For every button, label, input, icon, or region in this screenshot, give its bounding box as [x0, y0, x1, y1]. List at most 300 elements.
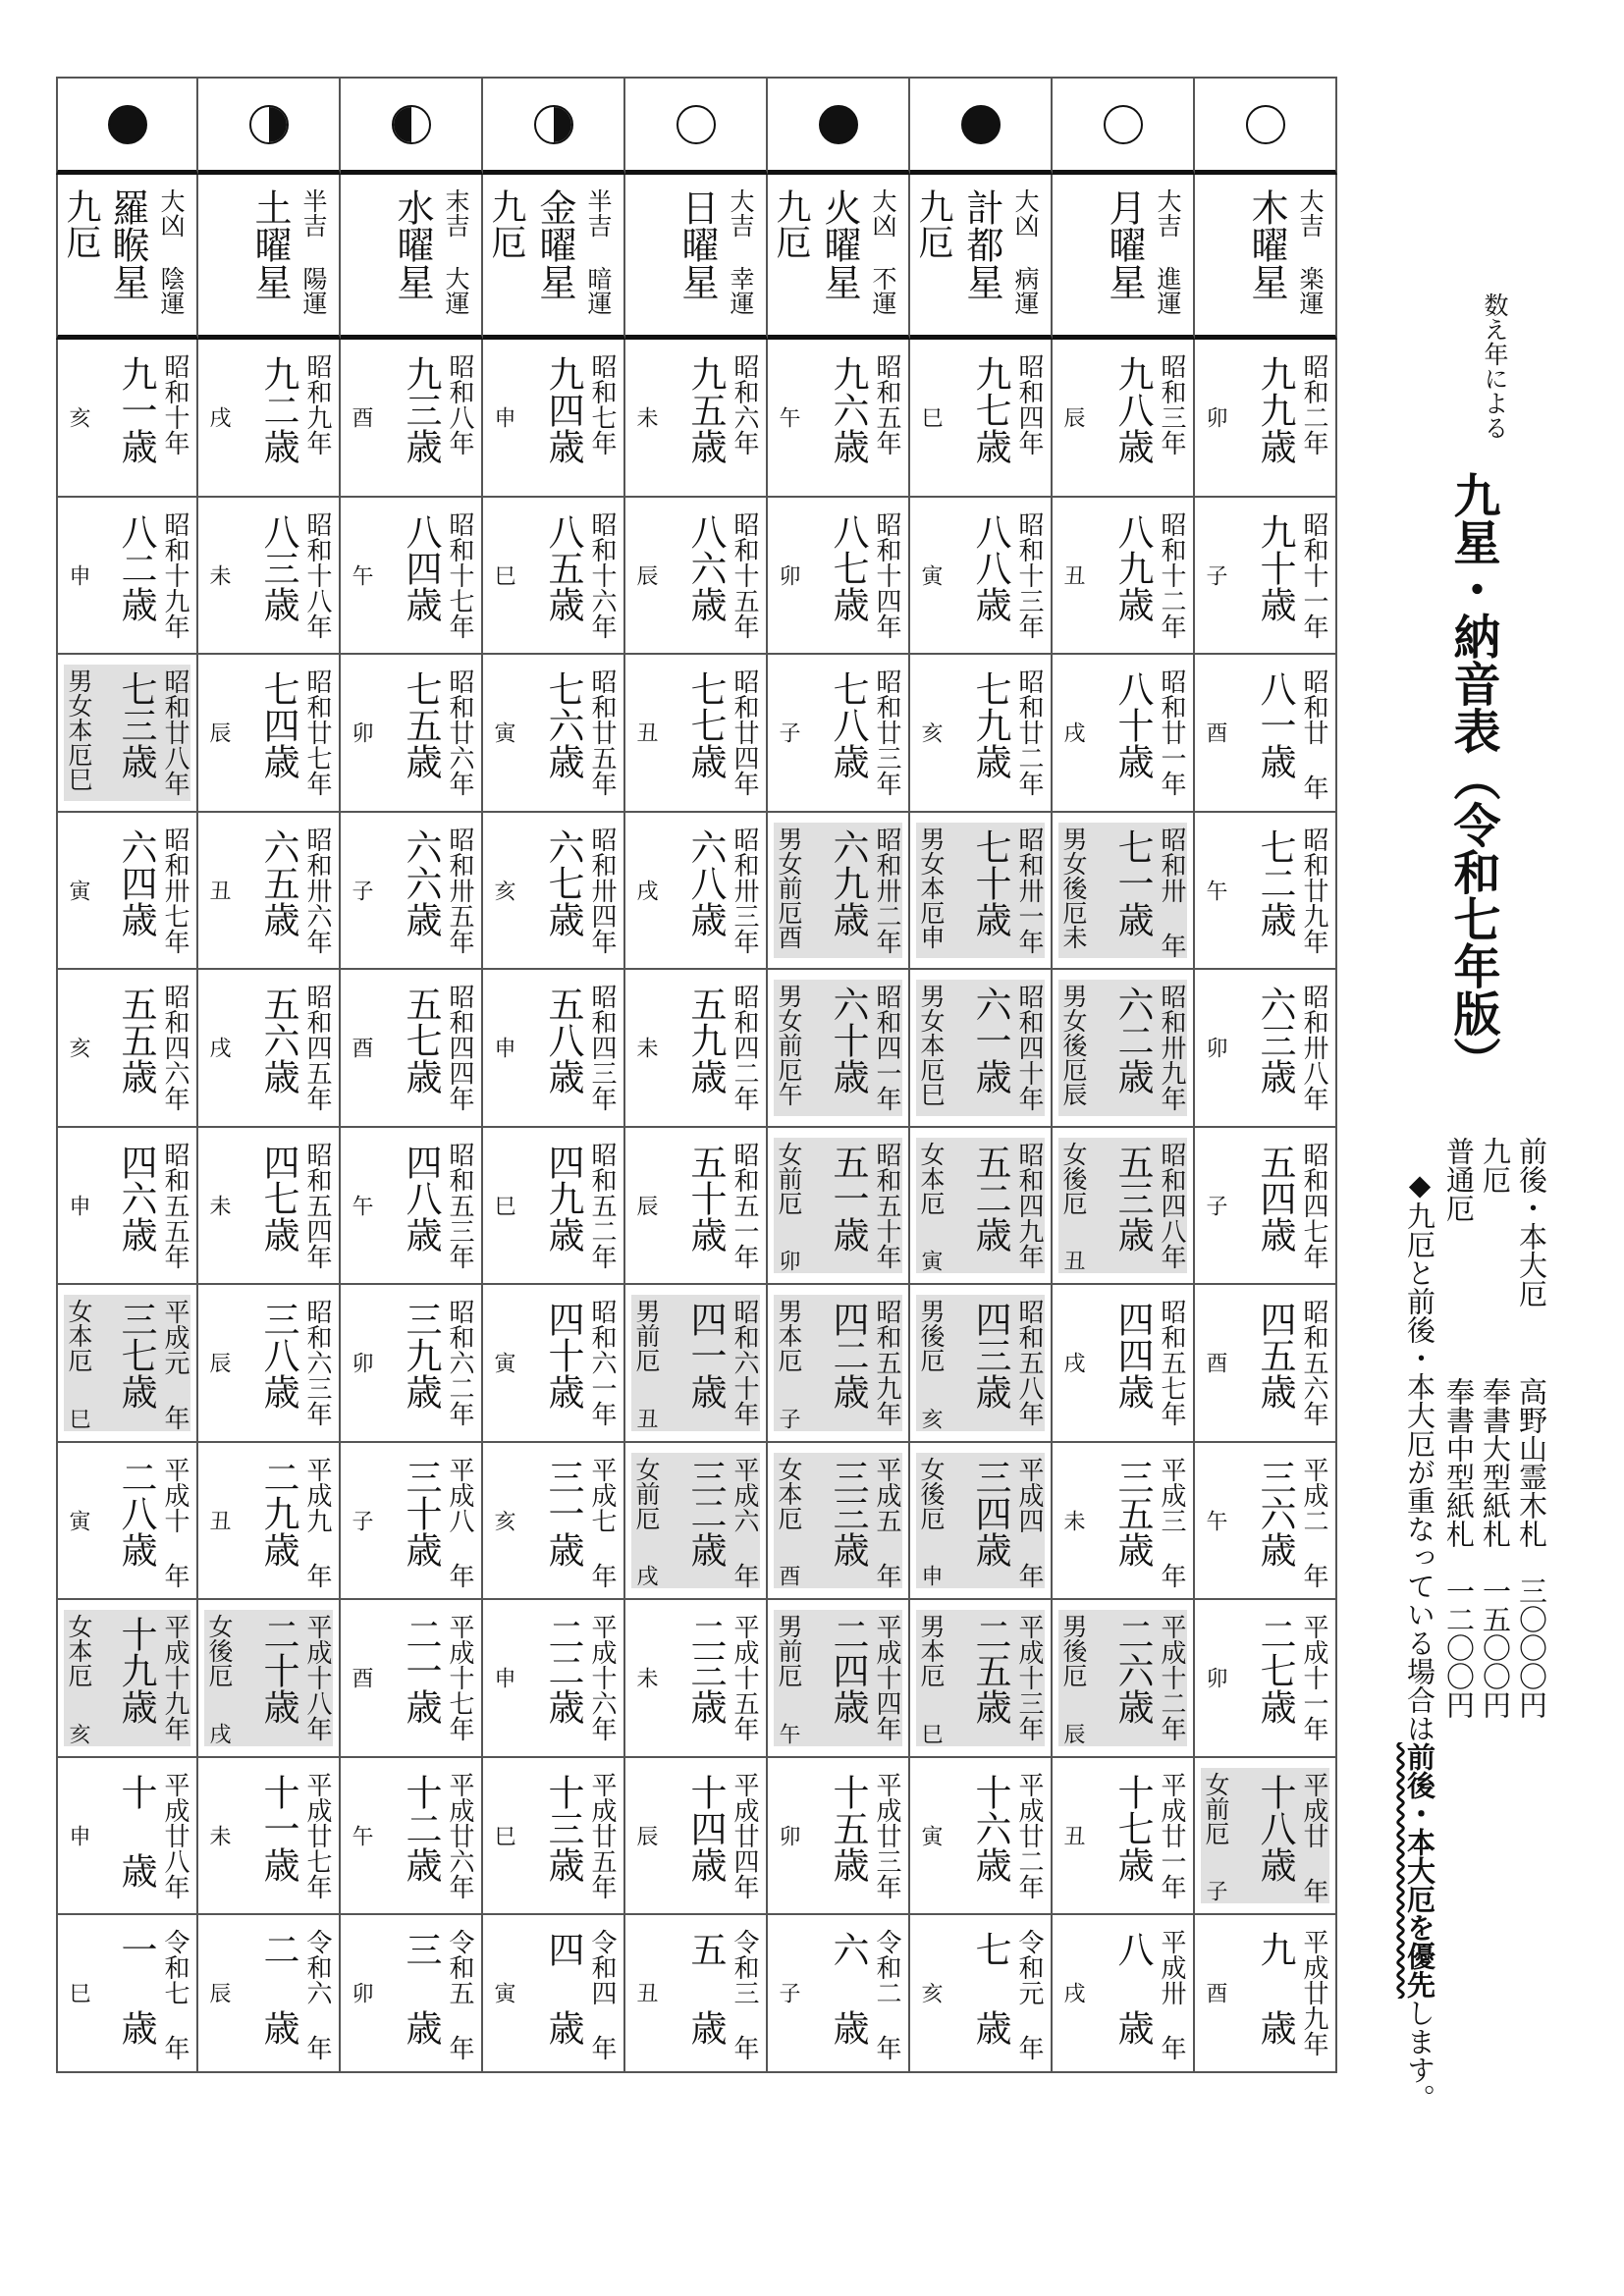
zodiac-sign: 丑	[1060, 1824, 1085, 1846]
zodiac-sign: 寅	[918, 1250, 943, 1271]
era-year: 昭和廿五年	[587, 668, 617, 796]
age-value: 一 歳	[115, 1931, 157, 2046]
moon-phase-cell	[1195, 77, 1337, 175]
age-value: 十五歳	[827, 1773, 869, 1883]
moon-phase-icon	[961, 105, 1001, 144]
yaku-label: 女前厄	[1202, 1771, 1230, 1845]
era-year: 昭和十二年	[1157, 510, 1186, 639]
era-year: 昭和四六年	[160, 984, 189, 1111]
zodiac-sign: 寅	[491, 1352, 515, 1373]
zodiac-sign: 亥	[918, 1982, 943, 2003]
age-value: 六二歳	[1111, 986, 1154, 1095]
age-value: 二二歳	[542, 1616, 584, 1725]
zodiac-sign: 辰	[1060, 406, 1085, 428]
zodiac-sign: 巳	[491, 563, 515, 586]
zodiac-sign: 戌	[206, 1037, 231, 1058]
age-cell	[483, 1600, 625, 1758]
yaku-label: 男後厄	[1059, 1614, 1088, 1687]
age-cell	[341, 1443, 483, 1601]
zodiac-sign: 申	[491, 1037, 515, 1058]
era-year: 平成廿三年	[872, 1771, 901, 1899]
page-title: 九星・納音表（令和七年版）	[1445, 471, 1500, 1084]
age-cell	[483, 1285, 625, 1443]
zodiac-sign: 午	[349, 1194, 373, 1216]
yaku-label: 女本厄	[65, 1614, 93, 1687]
age-cell	[910, 340, 1053, 498]
age-value: 五四歳	[1254, 1143, 1296, 1253]
era-year: 令和二 年	[872, 1929, 901, 2060]
age-value: 八二歳	[115, 512, 157, 622]
age-value: 四一歳	[684, 1301, 727, 1410]
age-cell	[625, 340, 768, 498]
age-cell	[910, 498, 1053, 656]
age-value: 四十歳	[542, 1301, 584, 1410]
era-year: 平成廿二年	[1014, 1771, 1044, 1899]
age-cell	[1195, 1443, 1337, 1601]
star-fortune: 末吉 大運	[442, 188, 470, 315]
era-year: 昭和六十年	[730, 1299, 759, 1426]
zodiac-sign: 辰	[206, 721, 231, 743]
age-value: 三九歳	[400, 1301, 442, 1410]
zodiac-sign: 巳	[918, 1722, 943, 1744]
age-cell	[483, 970, 625, 1128]
age-cell	[56, 970, 198, 1128]
era-year: 昭和十年	[160, 353, 189, 455]
age-cell	[483, 1915, 625, 2073]
star-header-cell	[56, 175, 198, 340]
age-cell	[1195, 1600, 1337, 1758]
age-value: 三一歳	[542, 1458, 584, 1568]
star-fortune: 大吉 進運	[1154, 188, 1182, 315]
age-value: 四九歳	[542, 1143, 584, 1253]
zodiac-sign: 申	[491, 1667, 515, 1688]
zodiac-sign: 子	[349, 1509, 373, 1531]
age-cell	[56, 1600, 198, 1758]
age-value: 九六歳	[827, 355, 869, 464]
era-year: 昭和十八年	[302, 510, 332, 639]
age-value: 五七歳	[400, 986, 442, 1095]
star-name: 土曜星	[248, 188, 292, 300]
age-value: 二六歳	[1111, 1616, 1154, 1725]
star-fortune: 半吉 陽運	[299, 188, 328, 315]
age-value: 二四歳	[827, 1616, 869, 1725]
age-cell	[910, 1915, 1053, 2073]
age-value: 八一歳	[1254, 670, 1296, 779]
age-value: 七十歳	[969, 828, 1011, 937]
age-cell	[198, 1600, 341, 1758]
age-value: 六 歳	[827, 1931, 869, 2046]
age-value: 三 歳	[400, 1931, 442, 2046]
era-year: 平成十九年	[160, 1614, 189, 1741]
age-value: 八五歳	[542, 512, 584, 622]
zodiac-sign: 寅	[918, 1824, 943, 1846]
zodiac-sign: 寅	[66, 879, 90, 901]
age-cell	[1195, 1758, 1337, 1916]
zodiac-sign: 未	[633, 406, 658, 428]
zodiac-sign: 丑	[1060, 563, 1085, 586]
era-year: 平成十六年	[587, 1614, 617, 1741]
yaku-label: 男女本厄巳	[65, 668, 93, 791]
age-value: 三三歳	[827, 1458, 869, 1568]
era-year: 昭和四一年	[872, 984, 901, 1111]
note-pre: ◆九厄と前後・本大厄が重なっている場合は	[1403, 1168, 1436, 1742]
zodiac-sign: 戌	[1060, 721, 1085, 743]
era-year: 平成三 年	[1157, 1456, 1186, 1588]
zodiac-sign: 亥	[66, 1037, 90, 1058]
yaku-label: 男前厄	[632, 1299, 661, 1372]
age-value: 七八歳	[827, 670, 869, 779]
age-cell	[1053, 1285, 1195, 1443]
era-year: 昭和五五年	[160, 1141, 189, 1269]
age-cell	[1195, 813, 1337, 971]
era-year: 平成十二年	[1157, 1614, 1186, 1741]
zodiac-sign: 子	[349, 879, 373, 901]
age-cell	[198, 498, 341, 656]
zodiac-sign: 子	[776, 721, 800, 743]
moon-phase-cell	[483, 77, 625, 175]
star-name: 火曜星	[818, 188, 861, 300]
kyu-yaku-label: 九厄	[771, 188, 811, 259]
era-year: 昭和九年	[302, 353, 332, 455]
era-year: 昭和五年	[872, 353, 901, 455]
era-year: 平成十三年	[1014, 1614, 1044, 1741]
era-year: 昭和五二年	[587, 1141, 617, 1269]
era-year: 昭和廿二年	[1014, 668, 1044, 796]
age-value: 三六歳	[1254, 1458, 1296, 1568]
era-year: 平成廿九年	[1299, 1929, 1328, 2056]
age-cell	[1053, 498, 1195, 656]
age-value: 三八歳	[257, 1301, 299, 1410]
age-cell	[625, 813, 768, 971]
age-cell	[341, 1758, 483, 1916]
star-header-cell	[1195, 175, 1337, 340]
price-line-3: 奉書中型紙札 一二〇〇円	[1442, 1377, 1476, 1719]
kyu-yaku-label: 九厄	[913, 188, 953, 259]
age-cell	[1195, 655, 1337, 813]
era-year: 昭和卅二年	[872, 826, 901, 954]
age-value: 七一歳	[1111, 828, 1154, 937]
era-year: 昭和廿六年	[445, 668, 474, 796]
age-cell	[1195, 1128, 1337, 1286]
star-name: 金曜星	[533, 188, 576, 300]
age-cell	[1053, 340, 1195, 498]
era-year: 平成廿六年	[445, 1771, 474, 1899]
era-year: 昭和六二年	[445, 1299, 474, 1426]
zodiac-sign: 未	[1060, 1509, 1085, 1531]
era-year: 昭和八年	[445, 353, 474, 455]
age-value: 二 歳	[257, 1931, 299, 2046]
age-value: 五三歳	[1111, 1143, 1154, 1253]
age-value: 六九歳	[827, 828, 869, 937]
age-value: 十八歳	[1254, 1773, 1296, 1883]
era-year: 平成廿八年	[160, 1771, 189, 1899]
era-year: 昭和四年	[1014, 353, 1044, 455]
age-cell	[483, 340, 625, 498]
moon-phase-icon	[1104, 105, 1143, 144]
age-cell	[56, 498, 198, 656]
yaku-label: 女前厄	[775, 1141, 803, 1215]
zodiac-sign: 丑	[633, 1982, 658, 2003]
era-year: 令和元 年	[1014, 1929, 1044, 2060]
age-cell	[768, 1600, 910, 1758]
era-year: 昭和卅四年	[587, 826, 617, 954]
age-value: 八三歳	[257, 512, 299, 622]
zodiac-sign: 未	[633, 1037, 658, 1058]
era-year: 昭和四九年	[1014, 1141, 1044, 1269]
era-year: 昭和四七年	[1299, 1141, 1328, 1269]
age-value: 二九歳	[257, 1458, 299, 1568]
age-cell	[483, 1758, 625, 1916]
zodiac-sign: 丑	[1060, 1250, 1085, 1271]
zodiac-sign: 巳	[491, 1824, 515, 1846]
moon-phase-cell	[910, 77, 1053, 175]
age-cell	[625, 1443, 768, 1601]
era-year: 昭和廿七年	[302, 668, 332, 796]
zodiac-sign: 酉	[349, 1037, 373, 1058]
age-value: 九八歳	[1111, 355, 1154, 464]
era-year: 昭和廿三年	[872, 668, 901, 796]
age-cell	[1195, 340, 1337, 498]
age-cell	[625, 1758, 768, 1916]
zodiac-sign: 未	[633, 1667, 658, 1688]
star-fortune: 半吉 暗運	[584, 188, 613, 315]
moon-phase-cell	[198, 77, 341, 175]
zodiac-sign: 巳	[66, 1407, 90, 1429]
zodiac-sign: 未	[206, 1824, 231, 1846]
zodiac-sign: 丑	[206, 1509, 231, 1531]
age-cell	[1195, 1915, 1337, 2073]
age-value: 六八歳	[684, 828, 727, 937]
age-value: 十三歳	[542, 1773, 584, 1883]
age-value: 七三歳	[115, 670, 157, 779]
zodiac-sign: 申	[918, 1565, 943, 1586]
era-year: 平成卅 年	[1157, 1929, 1186, 2060]
age-value: 八四歳	[400, 512, 442, 622]
era-year: 昭和十五年	[730, 510, 759, 639]
yaku-label: 男女後厄辰	[1059, 984, 1088, 1106]
star-name: 日曜星	[676, 188, 719, 300]
age-value: 十七歳	[1111, 1773, 1154, 1883]
age-value: 十二歳	[400, 1773, 442, 1883]
era-year: 平成廿七年	[302, 1771, 332, 1899]
zodiac-sign: 申	[491, 406, 515, 428]
age-value: 七二歳	[1254, 828, 1296, 937]
era-year: 昭和廿一年	[1157, 668, 1186, 796]
era-year: 昭和卅三年	[730, 826, 759, 954]
age-value: 三二歳	[684, 1458, 727, 1568]
star-name: 羅睺星	[106, 188, 149, 300]
era-year: 昭和五三年	[445, 1141, 474, 1269]
zodiac-sign: 未	[206, 563, 231, 586]
title-sub: 数え年による	[1481, 293, 1509, 440]
age-cell	[625, 1128, 768, 1286]
age-value: 七五歳	[400, 670, 442, 779]
era-year: 昭和十七年	[445, 510, 474, 639]
era-year: 昭和卅五年	[445, 826, 474, 954]
moon-phase-icon	[1246, 105, 1285, 144]
age-cell	[768, 1915, 910, 2073]
zodiac-sign: 辰	[633, 563, 658, 586]
zodiac-sign: 卯	[776, 563, 800, 586]
zodiac-sign: 卯	[776, 1250, 800, 1271]
star-fortune: 大吉 幸運	[727, 188, 755, 315]
era-year: 平成十一年	[1299, 1614, 1328, 1741]
zodiac-sign: 戌	[1060, 1352, 1085, 1373]
info-line-1: 前後・本大厄	[1515, 1137, 1548, 1308]
era-year: 昭和五六年	[1299, 1299, 1328, 1426]
yaku-label: 女後厄	[917, 1456, 946, 1530]
star-header-cell	[198, 175, 341, 340]
era-year: 平成廿 年	[1299, 1771, 1328, 1903]
age-cell	[910, 1600, 1053, 1758]
age-value: 八六歳	[684, 512, 727, 622]
moon-half-shade	[394, 107, 411, 142]
era-year: 平成元 年	[160, 1299, 189, 1430]
era-year: 昭和十四年	[872, 510, 901, 639]
age-value: 九四歳	[542, 355, 584, 464]
age-cell	[341, 655, 483, 813]
zodiac-sign: 戌	[633, 879, 658, 901]
age-cell	[198, 1443, 341, 1601]
star-header-cell	[1053, 175, 1195, 340]
moon-phase-icon	[392, 105, 431, 144]
age-cell	[1053, 1758, 1195, 1916]
age-value: 十一歳	[257, 1773, 299, 1883]
zodiac-sign: 申	[66, 563, 90, 586]
zodiac-sign: 辰	[633, 1194, 658, 1216]
age-cell	[910, 1443, 1053, 1601]
era-year: 昭和四二年	[730, 984, 759, 1111]
age-cell	[910, 813, 1053, 971]
age-value: 十六歳	[969, 1773, 1011, 1883]
zodiac-sign: 午	[776, 1722, 800, 1744]
age-cell	[198, 813, 341, 971]
yaku-label: 男後厄	[917, 1299, 946, 1372]
zodiac-sign: 亥	[918, 721, 943, 743]
era-year: 昭和卅九年	[1157, 984, 1186, 1111]
age-value: 九三歳	[400, 355, 442, 464]
age-value: 七四歳	[257, 670, 299, 779]
zodiac-sign: 子	[776, 1982, 800, 2003]
zodiac-sign: 酉	[1203, 721, 1227, 743]
era-year: 平成廿一年	[1157, 1771, 1186, 1899]
age-value: 九五歳	[684, 355, 727, 464]
age-cell	[1195, 970, 1337, 1128]
age-cell	[198, 340, 341, 498]
star-fortune: 大凶 病運	[1011, 188, 1040, 315]
zodiac-sign: 戌	[633, 1565, 658, 1586]
zodiac-sign: 酉	[776, 1565, 800, 1586]
star-name: 月曜星	[1103, 188, 1146, 300]
age-value: 六四歳	[115, 828, 157, 937]
zodiac-sign: 寅	[918, 563, 943, 586]
age-cell	[625, 1600, 768, 1758]
era-year: 平成五 年	[872, 1456, 901, 1588]
era-year: 平成廿四年	[730, 1771, 759, 1899]
yaku-label: 男女前厄酉	[775, 826, 803, 949]
zodiac-sign: 亥	[66, 1722, 90, 1744]
age-value: 四四歳	[1111, 1301, 1154, 1410]
age-value: 五一歳	[827, 1143, 869, 1253]
era-year: 昭和五九年	[872, 1299, 901, 1426]
age-cell	[483, 813, 625, 971]
age-cell	[1053, 1915, 1195, 2073]
age-cell	[910, 1128, 1053, 1286]
age-cell	[56, 340, 198, 498]
age-cell	[341, 340, 483, 498]
age-value: 九二歳	[257, 355, 299, 464]
era-year: 平成十七年	[445, 1614, 474, 1741]
age-value: 八七歳	[827, 512, 869, 622]
age-value: 七 歳	[969, 1931, 1011, 2046]
star-name: 木曜星	[1245, 188, 1288, 300]
age-cell	[910, 655, 1053, 813]
zodiac-sign: 子	[1203, 1880, 1227, 1901]
zodiac-sign: 寅	[491, 1982, 515, 2003]
era-year: 昭和五七年	[1157, 1299, 1186, 1426]
zodiac-sign: 午	[349, 1824, 373, 1846]
zodiac-sign: 丑	[633, 1407, 658, 1429]
era-year: 昭和四三年	[587, 984, 617, 1111]
age-cell	[341, 813, 483, 971]
era-year: 昭和六年	[730, 353, 759, 455]
age-cell	[1053, 970, 1195, 1128]
age-value: 九十歳	[1254, 512, 1296, 622]
era-year: 昭和廿八年	[160, 668, 189, 796]
era-year: 昭和六三年	[302, 1299, 332, 1426]
age-cell	[56, 1758, 198, 1916]
age-cell	[56, 813, 198, 971]
zodiac-sign: 寅	[66, 1509, 90, 1531]
age-cell	[483, 655, 625, 813]
priority-note	[1404, 1168, 1435, 2112]
age-cell	[1053, 655, 1195, 813]
age-cell	[56, 1128, 198, 1286]
age-value: 七九歳	[969, 670, 1011, 779]
zodiac-sign: 亥	[66, 406, 90, 428]
zodiac-sign: 卯	[776, 1824, 800, 1846]
era-year: 昭和十一年	[1299, 510, 1328, 639]
age-value: 四六歳	[115, 1143, 157, 1253]
star-header-cell	[625, 175, 768, 340]
era-year: 昭和五十年	[872, 1141, 901, 1269]
moon-phase-icon	[249, 105, 289, 144]
yaku-label: 男女後厄未	[1059, 826, 1088, 949]
zodiac-sign: 卯	[1203, 1667, 1227, 1688]
zodiac-sign: 酉	[349, 1667, 373, 1688]
star-header-cell	[483, 175, 625, 340]
age-cell	[483, 1128, 625, 1286]
zodiac-sign: 巳	[918, 406, 943, 428]
era-year: 昭和卅一年	[1014, 826, 1044, 954]
zodiac-sign: 卯	[349, 721, 373, 743]
moon-phase-cell	[341, 77, 483, 175]
age-cell	[341, 1915, 483, 2073]
zodiac-sign: 卯	[1203, 1037, 1227, 1058]
age-value: 二七歳	[1254, 1616, 1296, 1725]
zodiac-sign: 申	[66, 1824, 90, 1846]
era-year: 平成十四年	[872, 1614, 901, 1741]
kyu-yaku-label: 九厄	[486, 188, 526, 259]
moon-half-shade	[269, 107, 287, 142]
era-year: 昭和四五年	[302, 984, 332, 1111]
yaku-label: 男女本厄巳	[917, 984, 946, 1106]
age-value: 四三歳	[969, 1301, 1011, 1410]
era-year: 昭和四十年	[1014, 984, 1044, 1111]
era-year: 昭和五一年	[730, 1141, 759, 1269]
moon-half-shade	[554, 107, 571, 142]
age-value: 五二歳	[969, 1143, 1011, 1253]
